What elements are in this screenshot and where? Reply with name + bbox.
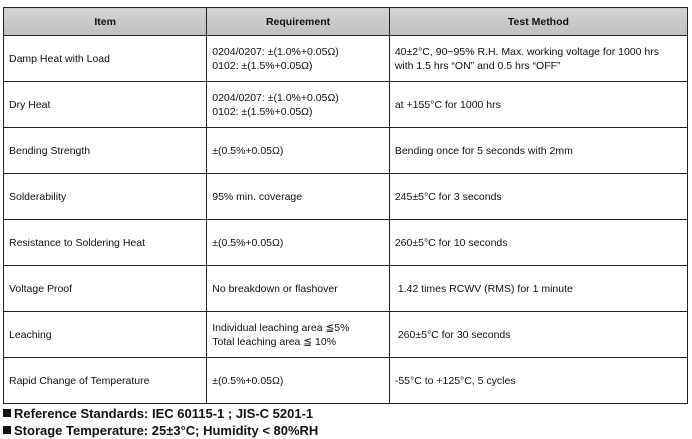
cell-requirement: ±(0.5%+0.05Ω) bbox=[207, 220, 390, 266]
note-text: Reference Standards: IEC 60115-1 ; JIS-C 5201-1 bbox=[14, 406, 314, 421]
method-line: with 1.5 hrs “ON” and 0.5 hrs “OFF” bbox=[394, 59, 561, 72]
table-row bbox=[4, 312, 688, 358]
cell-requirement: ±(0.5%+0.05Ω) bbox=[207, 358, 390, 404]
header-requirement: Requirement bbox=[207, 8, 390, 36]
header-test-method: Test Method bbox=[389, 8, 687, 36]
table-row bbox=[4, 220, 688, 266]
table-row bbox=[4, 36, 688, 82]
table-row bbox=[4, 174, 688, 220]
cell-test-method: 260±5°C for 30 seconds bbox=[389, 312, 687, 358]
cell-requirement: ±(0.5%+0.05Ω) bbox=[207, 128, 390, 174]
square-bullet-icon bbox=[3, 426, 11, 434]
cell-requirement bbox=[207, 312, 390, 358]
requirement-line: Individual leaching area ≦5% bbox=[212, 321, 350, 334]
note-reference-standards bbox=[3, 405, 318, 422]
cell-requirement bbox=[207, 36, 390, 82]
requirement-line: 0102: ±(1.5%+0.05Ω) bbox=[212, 59, 313, 72]
cell-item: Voltage Proof bbox=[4, 266, 207, 312]
table-row bbox=[4, 358, 688, 404]
note-text: Storage Temperature: 25±3°C; Humidity < 80%RH bbox=[14, 423, 319, 438]
cell-item: Solderability bbox=[4, 174, 207, 220]
cell-test-method bbox=[389, 36, 687, 82]
cell-requirement bbox=[207, 82, 390, 128]
table-row bbox=[4, 128, 688, 174]
spec-table bbox=[3, 7, 688, 404]
requirement-line: 0102: ±(1.5%+0.05Ω) bbox=[212, 105, 313, 118]
note-storage-temperature bbox=[3, 422, 318, 439]
table-row bbox=[4, 266, 688, 312]
cell-item: Damp Heat with Load bbox=[4, 36, 207, 82]
cell-test-method: -55°C to +125°C, 5 cycles bbox=[389, 358, 687, 404]
cell-test-method: Bending once for 5 seconds with 2mm bbox=[389, 128, 687, 174]
table-row bbox=[4, 82, 688, 128]
cell-item: Bending Strength bbox=[4, 128, 207, 174]
cell-item: Dry Heat bbox=[4, 82, 207, 128]
requirement-line: Total leaching area ≦ 10% bbox=[212, 335, 337, 348]
method-line: 40±2°C, 90~95% R.H. Max. working voltage for 1000 hrs bbox=[394, 45, 659, 58]
cell-item: Rapid Change of Temperature bbox=[4, 358, 207, 404]
cell-item: Resistance to Soldering Heat bbox=[4, 220, 207, 266]
cell-test-method: 1.42 times RCWV (RMS) for 1 minute bbox=[389, 266, 687, 312]
cell-test-method: at +155°C for 1000 hrs bbox=[389, 82, 687, 128]
cell-test-method: 245±5°C for 3 seconds bbox=[389, 174, 687, 220]
header-item: Item bbox=[4, 8, 207, 36]
cell-requirement: No breakdown or flashover bbox=[207, 266, 390, 312]
cell-requirement: 95% min. coverage bbox=[207, 174, 390, 220]
notes bbox=[3, 405, 318, 439]
square-bullet-icon bbox=[3, 409, 11, 417]
table-header-row bbox=[4, 8, 688, 36]
cell-item: Leaching bbox=[4, 312, 207, 358]
cell-test-method: 260±5°C for 10 seconds bbox=[389, 220, 687, 266]
requirement-line: 0204/0207: ±(1.0%+0.05Ω) bbox=[212, 91, 339, 104]
requirement-line: 0204/0207: ±(1.0%+0.05Ω) bbox=[212, 45, 339, 58]
